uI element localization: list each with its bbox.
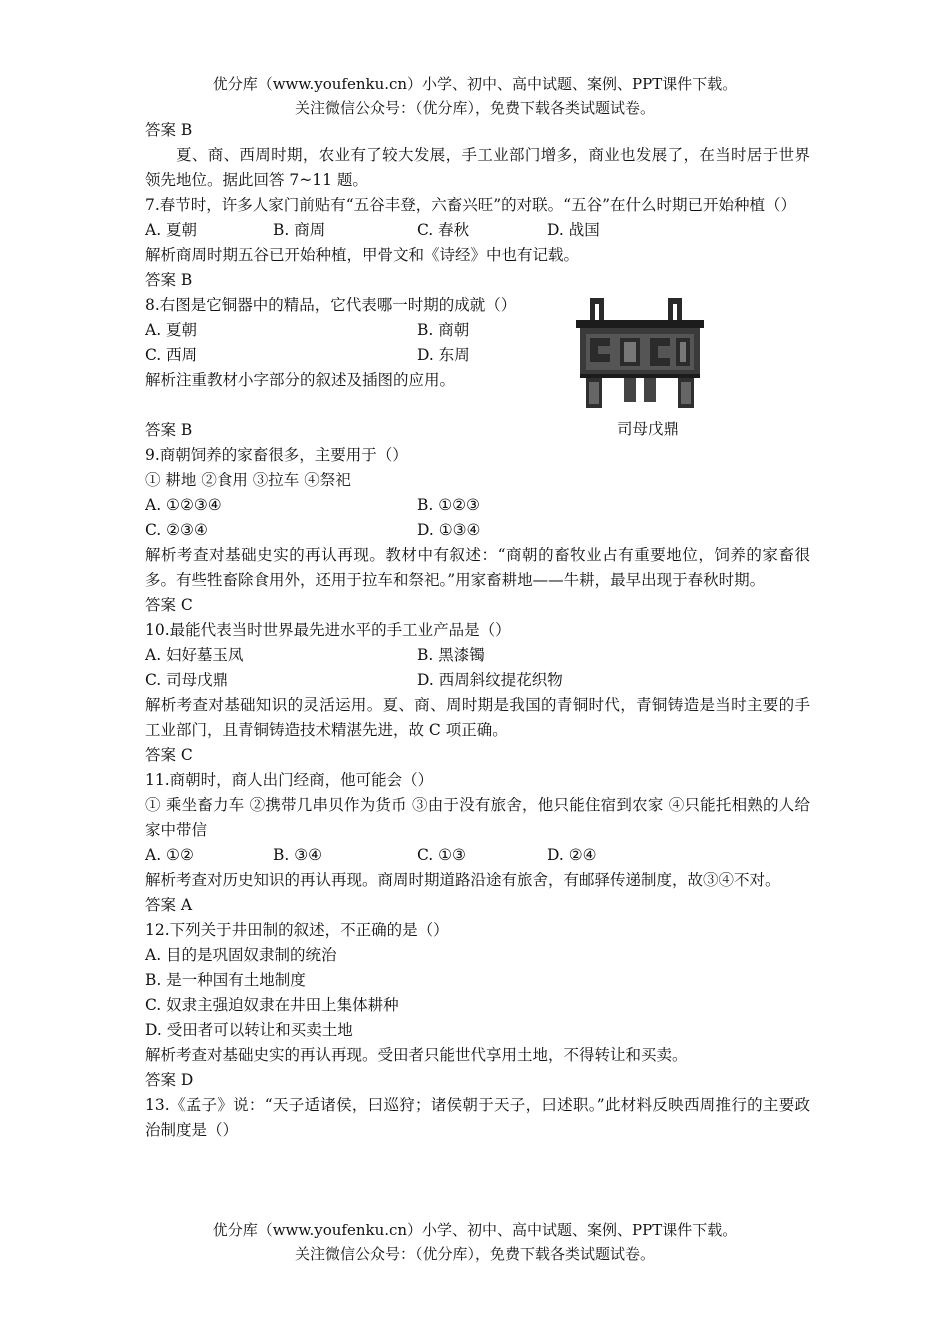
q10-options-row-1 bbox=[145, 643, 810, 668]
q10-option-d: D. 西周斜纹提花织物 bbox=[417, 671, 563, 689]
q8-option-b: B. 商朝 bbox=[417, 321, 470, 339]
q9-options-row-2 bbox=[145, 518, 810, 543]
q10-option-c: C. 司母戊鼎 bbox=[145, 671, 229, 689]
q12-answer: 答案 D bbox=[145, 1071, 194, 1089]
q9-option-d: D. ①③④ bbox=[417, 521, 481, 539]
q8-answer: 答案 B bbox=[145, 421, 193, 439]
q10-answer: 答案 C bbox=[145, 746, 193, 764]
q9-option-c: C. ②③④ bbox=[145, 521, 208, 539]
q7-option-d: D. 战国 bbox=[547, 221, 600, 239]
q9-stem: 9.商朝饲养的家畜很多，主要用于（） bbox=[145, 446, 408, 464]
page-header bbox=[0, 72, 950, 120]
q11-option-a: A. ①② bbox=[145, 846, 194, 864]
bronze-ding-illustration bbox=[572, 294, 712, 412]
section-intro: 夏、商、西周时期，农业有了较大发展，手工业部门增多，商业也发展了，在当时居于世界领先地位。据此回答 7~11 题。 bbox=[145, 146, 810, 189]
q10-option-a: A. 妇好墓玉凤 bbox=[145, 646, 244, 664]
q8-stem: 8.右图是它铜器中的精品，它代表哪一时期的成就（） bbox=[145, 296, 517, 314]
q8-analysis: 解析注重教材小字部分的叙述及插图的应用。 bbox=[145, 371, 456, 389]
q8-option-a: A. 夏朝 bbox=[145, 321, 198, 339]
page-footer bbox=[0, 1218, 950, 1266]
q13-stem: 13.《孟子》说：“天子适诸侯，曰巡狩；诸侯朝于天子，曰述职。”此材料反映西周推行的主要政治制度是（） bbox=[145, 1096, 810, 1139]
q12-analysis: 解析考查对基础史实的再认再现。受田者只能世代享用土地，不得转让和买卖。 bbox=[145, 1046, 688, 1064]
footer-line-1: 优分库（www.youfenku.cn）小学、初中、高中试题、案例、PPT课件下载。 bbox=[212, 1221, 738, 1239]
q7-option-b: B. 商周 bbox=[273, 221, 326, 239]
q10-stem: 10.最能代表当时世界最先进水平的手工业产品是（） bbox=[145, 621, 511, 639]
q11-option-d: D. ②④ bbox=[547, 846, 597, 864]
q7-options bbox=[145, 218, 810, 243]
q9-options-row-1 bbox=[145, 493, 810, 518]
q8-option-c: C. 西周 bbox=[145, 346, 198, 364]
q7-stem: 7.春节时，许多人家门前贴有“五谷丰登，六畜兴旺”的对联。“五谷”在什么时期已开始种植（） bbox=[145, 196, 796, 214]
q11-answer: 答案 A bbox=[145, 896, 193, 914]
q12-option-b: B. 是一种国有土地制度 bbox=[145, 971, 306, 989]
figure-caption: 司母戊鼎 bbox=[616, 420, 679, 438]
q7-option-a: A. 夏朝 bbox=[145, 221, 198, 239]
header-line-1: 优分库（www.youfenku.cn）小学、初中、高中试题、案例、PPT课件下载。 bbox=[212, 75, 738, 93]
document-body bbox=[145, 118, 810, 1143]
q11-stem: 11.商朝时，商人出门经商，他可能会（） bbox=[145, 771, 434, 789]
previous-answer: 答案 B bbox=[145, 121, 193, 139]
q7-analysis: 解析商周时期五谷已开始种植，甲骨文和《诗经》中也有记载。 bbox=[145, 246, 580, 264]
q9-answer: 答案 C bbox=[145, 596, 193, 614]
q11-options bbox=[145, 843, 810, 868]
q9-items: ① 耕地 ②食用 ③拉车 ④祭祀 bbox=[145, 471, 351, 489]
footer-line-2: 关注微信公众号：（优分库），免费下载各类试题试卷。 bbox=[294, 1245, 655, 1263]
q9-option-b: B. ①②③ bbox=[417, 496, 480, 514]
q10-option-b: B. 黑漆镯 bbox=[417, 646, 485, 664]
q10-analysis: 解析考查对基础知识的灵活运用。夏、商、周时期是我国的青铜时代，青铜铸造是当时主要的手工业部门，且青铜铸造技术精湛先进，故 C 项正确。 bbox=[145, 696, 810, 739]
q9-analysis: 解析考查对基础史实的再认再现。教材中有叙述：“商朝的畜牧业占有重要地位，饲养的家畜很多。有些牲畜除食用外，还用于拉车和祭祀。”用家畜耕地——牛耕，最早出现于春秋时期。 bbox=[145, 546, 810, 589]
q7-answer: 答案 B bbox=[145, 271, 193, 289]
q11-option-c: C. ①③ bbox=[417, 846, 466, 864]
q11-items: ① 乘坐畜力车 ②携带几串贝作为货币 ③由于没有旅舍，他只能住宿到农家 ④只能托相熟的人给家中带信 bbox=[145, 796, 810, 839]
q8-option-d: D. 东周 bbox=[417, 346, 470, 364]
q11-analysis: 解析考查对历史知识的再认再现。商周时期道路沿途有旅舍，有邮驿传递制度，故③④不对。 bbox=[145, 871, 781, 889]
q10-options-row-2 bbox=[145, 668, 810, 693]
q12-option-c: C. 奴隶主强迫奴隶在井田上集体耕种 bbox=[145, 996, 399, 1014]
q12-option-a: A. 目的是巩固奴隶制的统治 bbox=[145, 946, 337, 964]
q11-option-b: B. ③④ bbox=[273, 846, 323, 864]
q9-option-a: A. ①②③④ bbox=[145, 496, 222, 514]
q7-option-c: C. 春秋 bbox=[417, 221, 470, 239]
q12-stem: 12.下列关于井田制的叙述，不正确的是（） bbox=[145, 921, 449, 939]
q12-option-d: D. 受田者可以转让和买卖土地 bbox=[145, 1021, 353, 1039]
header-line-2: 关注微信公众号：（优分库），免费下载各类试题试卷。 bbox=[294, 99, 655, 117]
